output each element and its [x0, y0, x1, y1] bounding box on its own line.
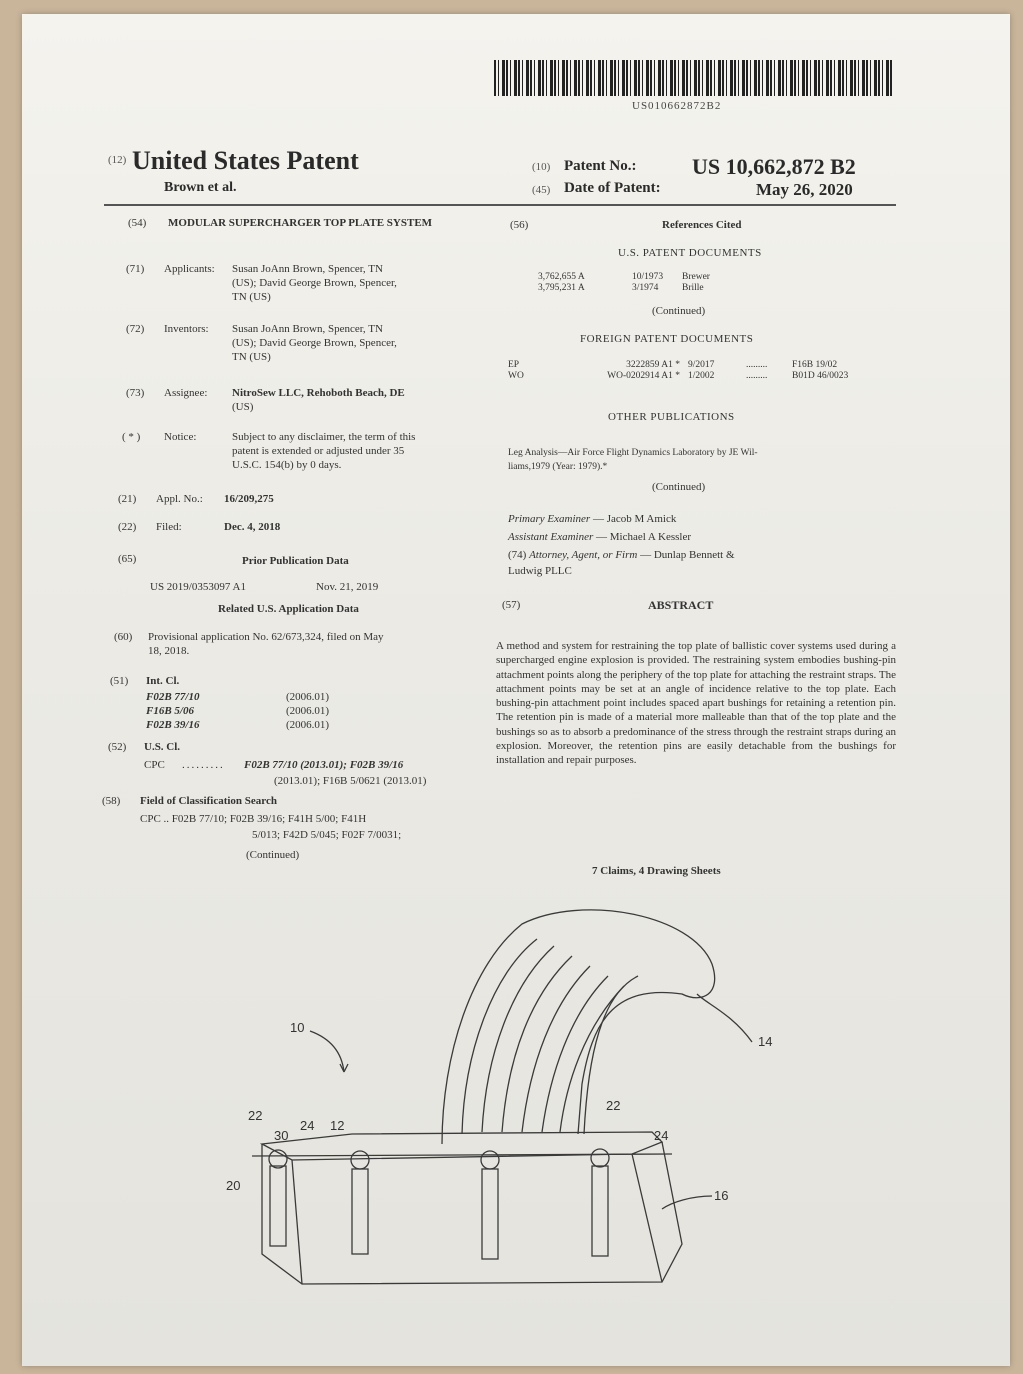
intcl-year: (2006.01): [286, 705, 330, 717]
assignee-code: (73): [126, 387, 145, 399]
label-24b: 24: [654, 1128, 669, 1143]
bushing: [591, 1149, 609, 1167]
assistant-examiner-label: Assistant Examiner: [508, 531, 594, 543]
label-30: 30: [274, 1128, 289, 1143]
label-20: 20: [226, 1178, 241, 1193]
assignee-line: NitroSew LLC, Rehoboth Beach, DE: [232, 387, 405, 399]
foreign-doc-number: WO-0202914 A1 *: [607, 371, 680, 381]
code-10: (10): [532, 161, 551, 173]
cpc-dots: .........: [182, 759, 225, 771]
patent-date: May 26, 2020: [756, 180, 853, 199]
field-code: (58): [102, 795, 121, 807]
provisional-line: 18, 2018.: [148, 645, 190, 657]
notice-label: Notice:: [164, 431, 197, 443]
cpc-line-1: F02B 77/10 (2013.01); F02B 39/16: [244, 759, 404, 771]
patent-drawing: [192, 904, 773, 1374]
notice-code: ( * ): [122, 431, 141, 443]
us-doc-date: 10/1973: [632, 272, 664, 282]
abstract-text: A method and system for restraining the top plate of ballistic cover systems used during a supercharged engine explosion is provided. The restraining system embodies bushing-pin attachment points along the periphery of the top plate for attaching the restraint straps. The attachment points may be set at an angle of incidence relative to the top plate. Each bushing-pin attachment point includes spaced apart bushings for retaining a retention pin. The retention pin is made of a material more malleable than that of the top plate and the bushings so as to absorb a predominance of the stress through the restraint straps during an explosion. Moreover, the retention pins are easily detachable from the bushings for installation and repair purposes.: [496, 640, 896, 767]
foreign-doc-date: 9/2017: [688, 360, 715, 370]
applicants-code: (71): [126, 263, 145, 275]
title-code: (54): [128, 217, 147, 229]
label-24a: 24: [300, 1118, 315, 1133]
foreign-docs-heading: FOREIGN PATENT DOCUMENTS: [580, 333, 754, 345]
intcl-class: F16B 5/06: [146, 705, 194, 717]
applicants-line: TN (US): [232, 291, 271, 303]
us-doc-name: Brewer: [682, 272, 710, 282]
prov-code: (60): [114, 631, 133, 643]
base-edge: [292, 1160, 302, 1284]
prior-heading: Prior Publication Data: [242, 555, 349, 567]
us-doc-row: [538, 272, 778, 283]
document-title: United States Patent: [132, 146, 359, 175]
primary-examiner-name: — Jacob M Amick: [592, 513, 677, 525]
intcl-row: [146, 704, 376, 718]
refs-continued: (Continued): [652, 305, 706, 317]
fin-rib: [502, 956, 572, 1132]
claims-summary: 7 Claims, 4 Drawing Sheets: [592, 865, 721, 877]
intcl-year: (2006.01): [286, 691, 330, 703]
attorney-line-2: Ludwig PLLC: [508, 565, 572, 577]
intcl-list: [146, 690, 376, 732]
foreign-doc-number: 3222859 A1 *: [626, 360, 680, 370]
appl-no: 16/209,275: [224, 493, 274, 505]
cpc-line-2: (2013.01); F16B 5/0621 (2013.01): [274, 775, 427, 787]
field-line-1: CPC .. F02B 77/10; F02B 39/16; F41H 5/00; F41H: [140, 813, 367, 825]
provisional: [148, 630, 488, 658]
provisional-line: Provisional application No. 62/673,324, filed on May: [148, 631, 384, 643]
appl-code: (21): [118, 493, 137, 505]
intcl-code: (51): [110, 675, 129, 687]
primary-examiner: [508, 512, 676, 526]
us-doc-number: 3,762,655 A: [538, 272, 585, 282]
fin-rib: [482, 946, 554, 1132]
code-45: (45): [532, 184, 551, 196]
primary-examiner-label: Primary Examiner: [508, 513, 591, 525]
label-12: 12: [330, 1118, 345, 1133]
uscl-code: (52): [108, 741, 127, 753]
foreign-doc-date: 1/2002: [688, 371, 715, 381]
refs-heading: References Cited: [662, 219, 742, 231]
prior-code: (65): [118, 553, 137, 565]
foreign-doc-country: WO: [508, 371, 524, 381]
strap-column: [270, 1166, 286, 1246]
assignee-line: (US): [232, 401, 254, 413]
code-12: (12): [108, 154, 127, 166]
intcl-year: (2006.01): [286, 719, 330, 731]
label-22b: 22: [606, 1098, 621, 1113]
attorney-name: — Dunlap Bennett &: [640, 549, 735, 561]
notice: [232, 430, 492, 472]
foreign-doc-class: F16B 19/02: [792, 360, 838, 370]
intcl-class: F02B 39/16: [146, 719, 200, 731]
barcode-number: US010662872B2: [632, 100, 722, 112]
uscl-label: U.S. Cl.: [144, 741, 181, 753]
assistant-examiner: [508, 530, 691, 544]
label-14: 14: [758, 1034, 773, 1049]
applicants-label: Applicants:: [164, 263, 215, 275]
invention-title: MODULAR SUPERCHARGER TOP PLATE SYSTEM: [168, 217, 433, 229]
patent-page: [22, 14, 1010, 1366]
assignee-label: Assignee:: [164, 387, 208, 399]
notice-line: Subject to any disclaimer, the term of this: [232, 431, 416, 443]
inventors-label: Inventors:: [164, 323, 209, 335]
patent-no-label: Patent No.:: [564, 158, 637, 174]
attorney-code: (74): [508, 549, 527, 561]
inventors-line: Susan JoAnn Brown, Spencer, TN: [232, 323, 383, 335]
label-16: 16: [714, 1188, 729, 1203]
notice-line: patent is extended or adjusted under 35: [232, 445, 405, 457]
other-continued: (Continued): [652, 481, 706, 493]
intcl-label: Int. Cl.: [146, 675, 180, 687]
refs-code: (56): [510, 219, 529, 231]
field-continued: (Continued): [246, 849, 300, 861]
abstract-heading: ABSTRACT: [648, 598, 714, 612]
us-docs-heading: U.S. PATENT DOCUMENTS: [618, 247, 762, 259]
field-line-2: 5/013; F42D 5/045; F02F 7/0031;: [252, 829, 402, 841]
strap-column: [482, 1169, 498, 1259]
applicants: [232, 262, 492, 304]
barcode: [494, 60, 894, 96]
patent-number: US 10,662,872 B2: [692, 154, 856, 179]
leader-line: [310, 1031, 344, 1072]
foreign-docs-list: [508, 360, 908, 382]
strap-column: [352, 1169, 368, 1254]
intcl-row: [146, 718, 376, 732]
inventors-line: TN (US): [232, 351, 271, 363]
prior-pub: US 2019/0353097 A1: [150, 581, 246, 593]
other-pub-line-1: Leg Analysis—Air Force Flight Dynamics Laboratory by JE Wil-: [508, 448, 758, 458]
foreign-doc-dots: .........: [746, 371, 768, 381]
us-doc-number: 3,795,231 A: [538, 283, 585, 293]
assistant-examiner-name: — Michael A Kessler: [596, 531, 692, 543]
attorney: [508, 548, 735, 562]
filed-date: Dec. 4, 2018: [224, 521, 281, 533]
base-edge: [632, 1154, 662, 1282]
other-pubs-heading: OTHER PUBLICATIONS: [608, 411, 735, 423]
leader-line: [662, 1196, 712, 1209]
applicants-line: (US); David George Brown, Spencer,: [232, 277, 397, 289]
related-heading: Related U.S. Application Data: [218, 603, 359, 615]
field-heading: Field of Classification Search: [140, 795, 277, 807]
foreign-doc-class: B01D 46/0023: [792, 371, 849, 381]
intcl-class: F02B 77/10: [146, 691, 200, 703]
assignee: [232, 386, 492, 414]
prior-date: Nov. 21, 2019: [316, 581, 379, 593]
label-10: 10: [290, 1020, 305, 1035]
foreign-doc-row: [508, 371, 908, 382]
cpc-label: CPC: [144, 759, 165, 771]
inventors-code: (72): [126, 323, 145, 335]
intcl-row: [146, 690, 376, 704]
us-doc-date: 3/1974: [632, 283, 659, 293]
foreign-doc-country: EP: [508, 360, 520, 370]
notice-line: U.S.C. 154(b) by 0 days.: [232, 459, 342, 471]
filed-label: Filed:: [156, 521, 182, 533]
authors: Brown et al.: [164, 180, 237, 195]
inventors-line: (US); David George Brown, Spencer,: [232, 337, 397, 349]
us-doc-name: Brille: [682, 283, 704, 293]
strap-column: [592, 1166, 608, 1256]
foreign-doc-row: [508, 360, 908, 371]
bushing: [351, 1151, 369, 1169]
attorney-label: Attorney, Agent, or Firm: [529, 549, 638, 561]
us-docs-list: [538, 272, 778, 294]
other-pub-line-2: liams,1979 (Year: 1979).*: [508, 462, 608, 472]
leader-line: [697, 994, 752, 1042]
label-22a: 22: [248, 1108, 263, 1123]
date-label: Date of Patent:: [564, 180, 661, 196]
appl-label: Appl. No.:: [156, 493, 203, 505]
inventors: [232, 322, 492, 364]
filed-code: (22): [118, 521, 137, 533]
applicants-line: Susan JoAnn Brown, Spencer, TN: [232, 263, 383, 275]
abstract-code: (57): [502, 599, 521, 611]
bushing: [481, 1151, 499, 1169]
foreign-doc-dots: .........: [746, 360, 768, 370]
fin-outline: [442, 910, 715, 1144]
us-doc-row: [538, 283, 778, 294]
fin-rib: [542, 976, 608, 1132]
base-box: [262, 1142, 682, 1284]
header-rule: [104, 204, 896, 206]
